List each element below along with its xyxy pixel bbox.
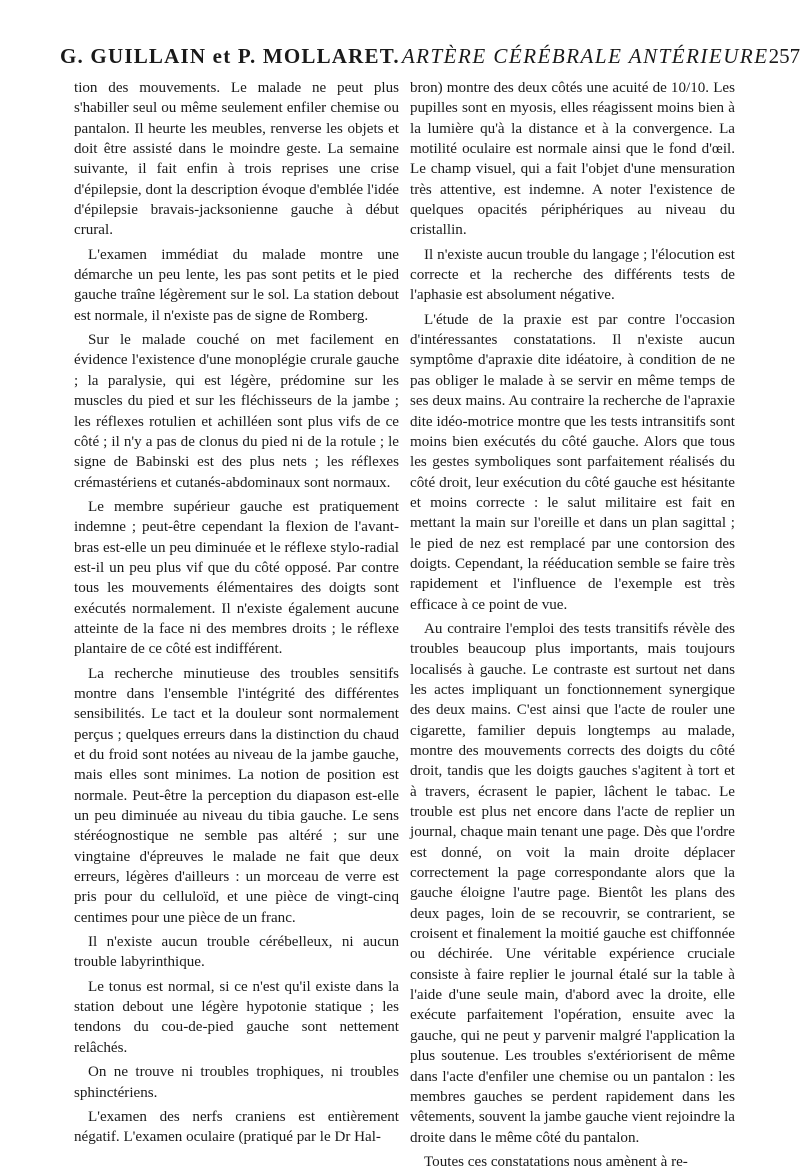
- left-column: [74, 78, 399, 1152]
- paragraph: L'examen immédiat du malade montre une démarche un peu lente, les pas sont petits et le pied gauche traîne légèrement sur le sol. La station debout est normale, il n'existe pas de signe de Romberg.: [74, 246, 399, 324]
- paragraph: Il n'existe aucun trouble cérébelleux, ni aucun trouble labyrinthique.: [74, 934, 399, 971]
- right-column: [410, 78, 735, 1176]
- paragraph: Le tonus est normal, si ce n'est qu'il existe dans la station debout une légère hypotonie statique ; les tendons du cou-de-pied gauche sont nettement relâchés.: [74, 978, 399, 1056]
- header-title: ARTÈRE CÉRÉBRALE ANTÉRIEURE: [401, 44, 769, 68]
- paragraph: bron) montre des deux côtés une acuité de 10/10. Les pupilles sont en myosis, elles réagissent moins bien à la lumière qu'à la distance et à la convergence. La motilité oculaire est normale ainsi que le fond d'œil. Le champ visuel, qui a fait l'objet d'une mensuration très attentive, est indemne. A noter l'existence de quelques opacités périphériques au niveau du cristallin.: [410, 80, 735, 239]
- running-header: [60, 44, 800, 74]
- paragraph: Au contraire l'emploi des tests transitifs révèle des troubles beaucoup plus importants, mais toujours localisés à gauche. Le contraste est surtout net dans les actes impliquant un fonctionnement synergique des deux mains. C'est ainsi que l'acte de rouler une cigarette, familier depuis longtemps au malade, montre des mouvements corrects des doigts du côté droit, tandis que les doigts gauches s'agitent à tort et à travers, écrasent le papier, lâchent le tabac. Le trouble est plus net encore dans l'acte de replier un journal, chaque main tenant une page. Dès que l'ordre est donné, on voit la main droite déplacer correctement la page correspondante alors que la gauche éloigne l'autre page. Bientôt les plans des deux pages, loin de se recouvrir, se contrarient, se croisent et finalement la moitié gauche est chiffonnée ou déchirée. Une véritable expérience cruciale consiste à faire replier le journal étalé sur la table à l'aide d'une seule main, d'abord avec la droite, elle exécute parfaitement l'opération, ensuite avec la gauche, qui ne peut y parvenir malgré l'application la plus soutenue. Les troubles s'extériorisent de même dans l'acte d'enfiler une chemise ou un pantalon : les membres gauches se perdent rapidement dans les vêtements, souvent la jambe gauche vient rejoindre la droite dans le même côté du pantalon.: [410, 620, 735, 1146]
- paragraph: Le membre supérieur gauche est pratiquement indemne ; peut-être cependant la flexion de l'avant-bras est-elle un peu diminuée et le réflexe stylo-radial est-il un peu plus vif que du côté opposé. Par contre tous les mouvements élémentaires des doigts sont exécutés normalement. Il n'existe également aucune atteinte de la face ni des membres droits ; le réflexe plantaire de ce côté est indifférent.: [74, 498, 399, 658]
- paragraph: L'étude de la praxie est par contre l'occasion d'intéressantes constatations. Il n'existe aucun symptôme d'apraxie dite idéatoire, à condition de ne pas obliger le malade à se servir en même temps de ses deux mains. Au contraire la recherche de l'apraxie dite idéo-motrice montre que les tests intransitifs sont moins bien exécutés du côté gauche. Alors que tous les gestes symboliques sont parfaitement réalisés du côté droit, leur exécution du côté gauche est hésitante et moins correcte : le salut militaire est fait en mettant la main sur l'oreille et dans un plan sagittal ; le pied de nez est remplacé par une contorsion des doigts. Cependant, la rééducation semble se faire très rapidement et l'influence de l'exemple est très efficace à ce point de vue.: [410, 311, 735, 613]
- header-authors: G. GUILLAIN et P. MOLLARET.: [60, 44, 400, 68]
- paragraph: tion des mouvements. Le malade ne peut plus s'habiller seul ou même seulement enfiler chemise ou pantalon. Il heurte les meubles, renverse les objets et doit être assisté dans le moindre geste. La semaine suivante, il fait enfin à trois reprises une crise d'épilepsie, dont la description évoque d'emblée l'idée d'épilepsie bravais-jacksonienne gauche à début crural.: [74, 80, 399, 239]
- paragraph: Toutes ces constatations nous amènent à re-: [424, 1153, 688, 1170]
- paragraph: L'examen des nerfs craniens est entièrement négatif. L'examen oculaire (pratiqué par le Dr Hal-: [74, 1108, 399, 1146]
- page-number: 257: [768, 44, 800, 68]
- paragraph: On ne trouve ni troubles trophiques, ni troubles sphinctériens.: [74, 1064, 399, 1101]
- paragraph: Il n'existe aucun trouble du langage ; l'élocution est correcte et la recherche des différents tests de l'aphasie est absolument négative.: [410, 246, 735, 304]
- paragraph: Sur le malade couché on met facilement en évidence l'existence d'une monoplégie crurale gauche ; la paralysie, qui est légère, prédomine sur les muscles du pied et sur les fléchisseurs de la jambe ; les réflexes rotulien et achilléen sont plus vifs de ce côté ; il n'y a pas de clonus du pied ni de la rotule ; le signe de Babinski est des plus nets ; les réflexes crémastériens et cutanés-abdominaux sont normaux.: [74, 332, 399, 491]
- paragraph: La recherche minutieuse des troubles sensitifs montre dans l'ensemble l'intégrité des différentes sensibilités. Le tact et la douleur sont normalement perçus ; quelques erreurs dans la distinction du chaud et du froid sont notées au niveau de la jambe gauche, mais elles sont minimes. La notion de position est normale. Peut-être la perception du diapason est-elle un peu diminuée au niveau du tibia gauche. Le sens stéréognostique ne semble pas altéré ; sur une vingtaine d'épreuves le malade ne fait que deux erreurs, légères d'ailleurs : un morceau de verre est pris pour du celluloïd, et une pièce de vingt-cinq centimes pour une pièce de un franc.: [74, 665, 399, 926]
